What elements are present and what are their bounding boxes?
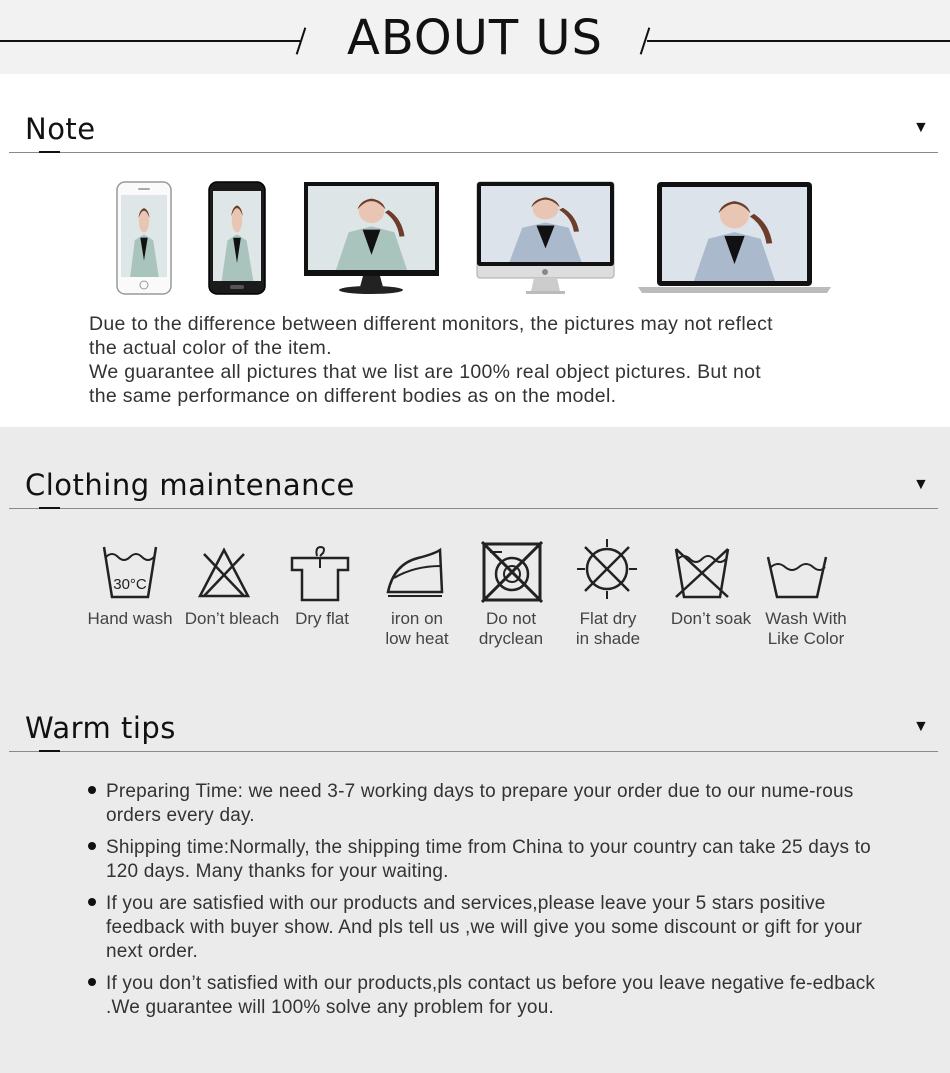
no-bleach-icon (196, 546, 252, 600)
iron-low-heat-icon (384, 544, 448, 602)
header-line-right (647, 40, 950, 42)
note-text (89, 312, 889, 408)
note-line: Due to the difference between different monitors, the pictures may not reflect (89, 313, 773, 335)
phone-black-icon (208, 181, 266, 295)
tips-list (88, 780, 878, 1028)
care-accent (39, 507, 60, 509)
monitor-icon (303, 181, 440, 295)
model-figure (121, 195, 167, 277)
care-label-like-color: Wash With Like Color (765, 609, 847, 648)
list-item: Preparing Time: we need 3-7 working days to prepare your order due to our nume-rous orders every day. (88, 780, 878, 828)
list-item: Shipping time:Normally, the shipping time from China to your country can take 25 days to 120 days. Many thanks for your waiting. (88, 836, 878, 884)
bullet-icon (88, 786, 96, 794)
page-title: ABOUT US (346, 10, 603, 66)
care-label-no-soak: Don’t soak (670, 609, 752, 628)
no-dryclean-icon (480, 540, 544, 604)
note-accent (39, 151, 60, 153)
tips-accent (39, 750, 60, 752)
imac-icon (476, 181, 615, 295)
care-label-no-dryclean: Do not dryclean (478, 609, 544, 648)
laptop-icon (637, 181, 832, 295)
note-line: the same performance on different bodies as on the model. (89, 385, 617, 407)
note-title: Note (25, 112, 96, 146)
dry-flat-icon (290, 544, 350, 602)
care-label-hand-wash: Hand wash (87, 609, 173, 628)
care-toggle-arrow[interactable]: ▼ (913, 476, 929, 493)
care-label-dry-flat: Dry flat (295, 609, 349, 628)
care-label-iron: iron on low heat (385, 609, 449, 648)
bullet-icon (88, 978, 96, 986)
bullet-icon (88, 842, 96, 850)
phone-white-icon (116, 181, 172, 295)
tips-toggle-arrow[interactable]: ▼ (913, 718, 929, 735)
tub-temp-label: 30°C (113, 576, 147, 593)
note-line: We guarantee all pictures that we list are 100% real object pictures. But not (89, 361, 762, 383)
care-title: Clothing maintenance (25, 468, 355, 502)
no-soak-icon (672, 545, 732, 601)
tips-title: Warm tips (25, 711, 176, 745)
note-toggle-arrow[interactable]: ▼ (913, 119, 929, 136)
bullet-icon (88, 898, 96, 906)
list-item: If you don’t satisfied with our products,pls contact us before you leave negative fe-edback .We guarantee will 100% solve any problem for you. (88, 972, 878, 1020)
note-line: the actual color of the item. (89, 337, 332, 359)
tips-divider (9, 751, 938, 752)
care-label-no-bleach: Don’t bleach (184, 609, 280, 628)
flat-dry-shade-icon (575, 537, 639, 601)
hand-wash-icon (100, 543, 160, 601)
list-item: If you are satisfied with our products and services,please leave your 5 stars positive feedback with buyer show. And pls tell us ,we will give you some discount or gift for your next order. (88, 892, 878, 964)
wash-like-color-icon (765, 553, 829, 601)
care-label-flat-dry: Flat dry in shade (575, 609, 641, 648)
note-divider (9, 152, 938, 153)
header-banner (0, 0, 950, 74)
care-divider (9, 508, 938, 509)
